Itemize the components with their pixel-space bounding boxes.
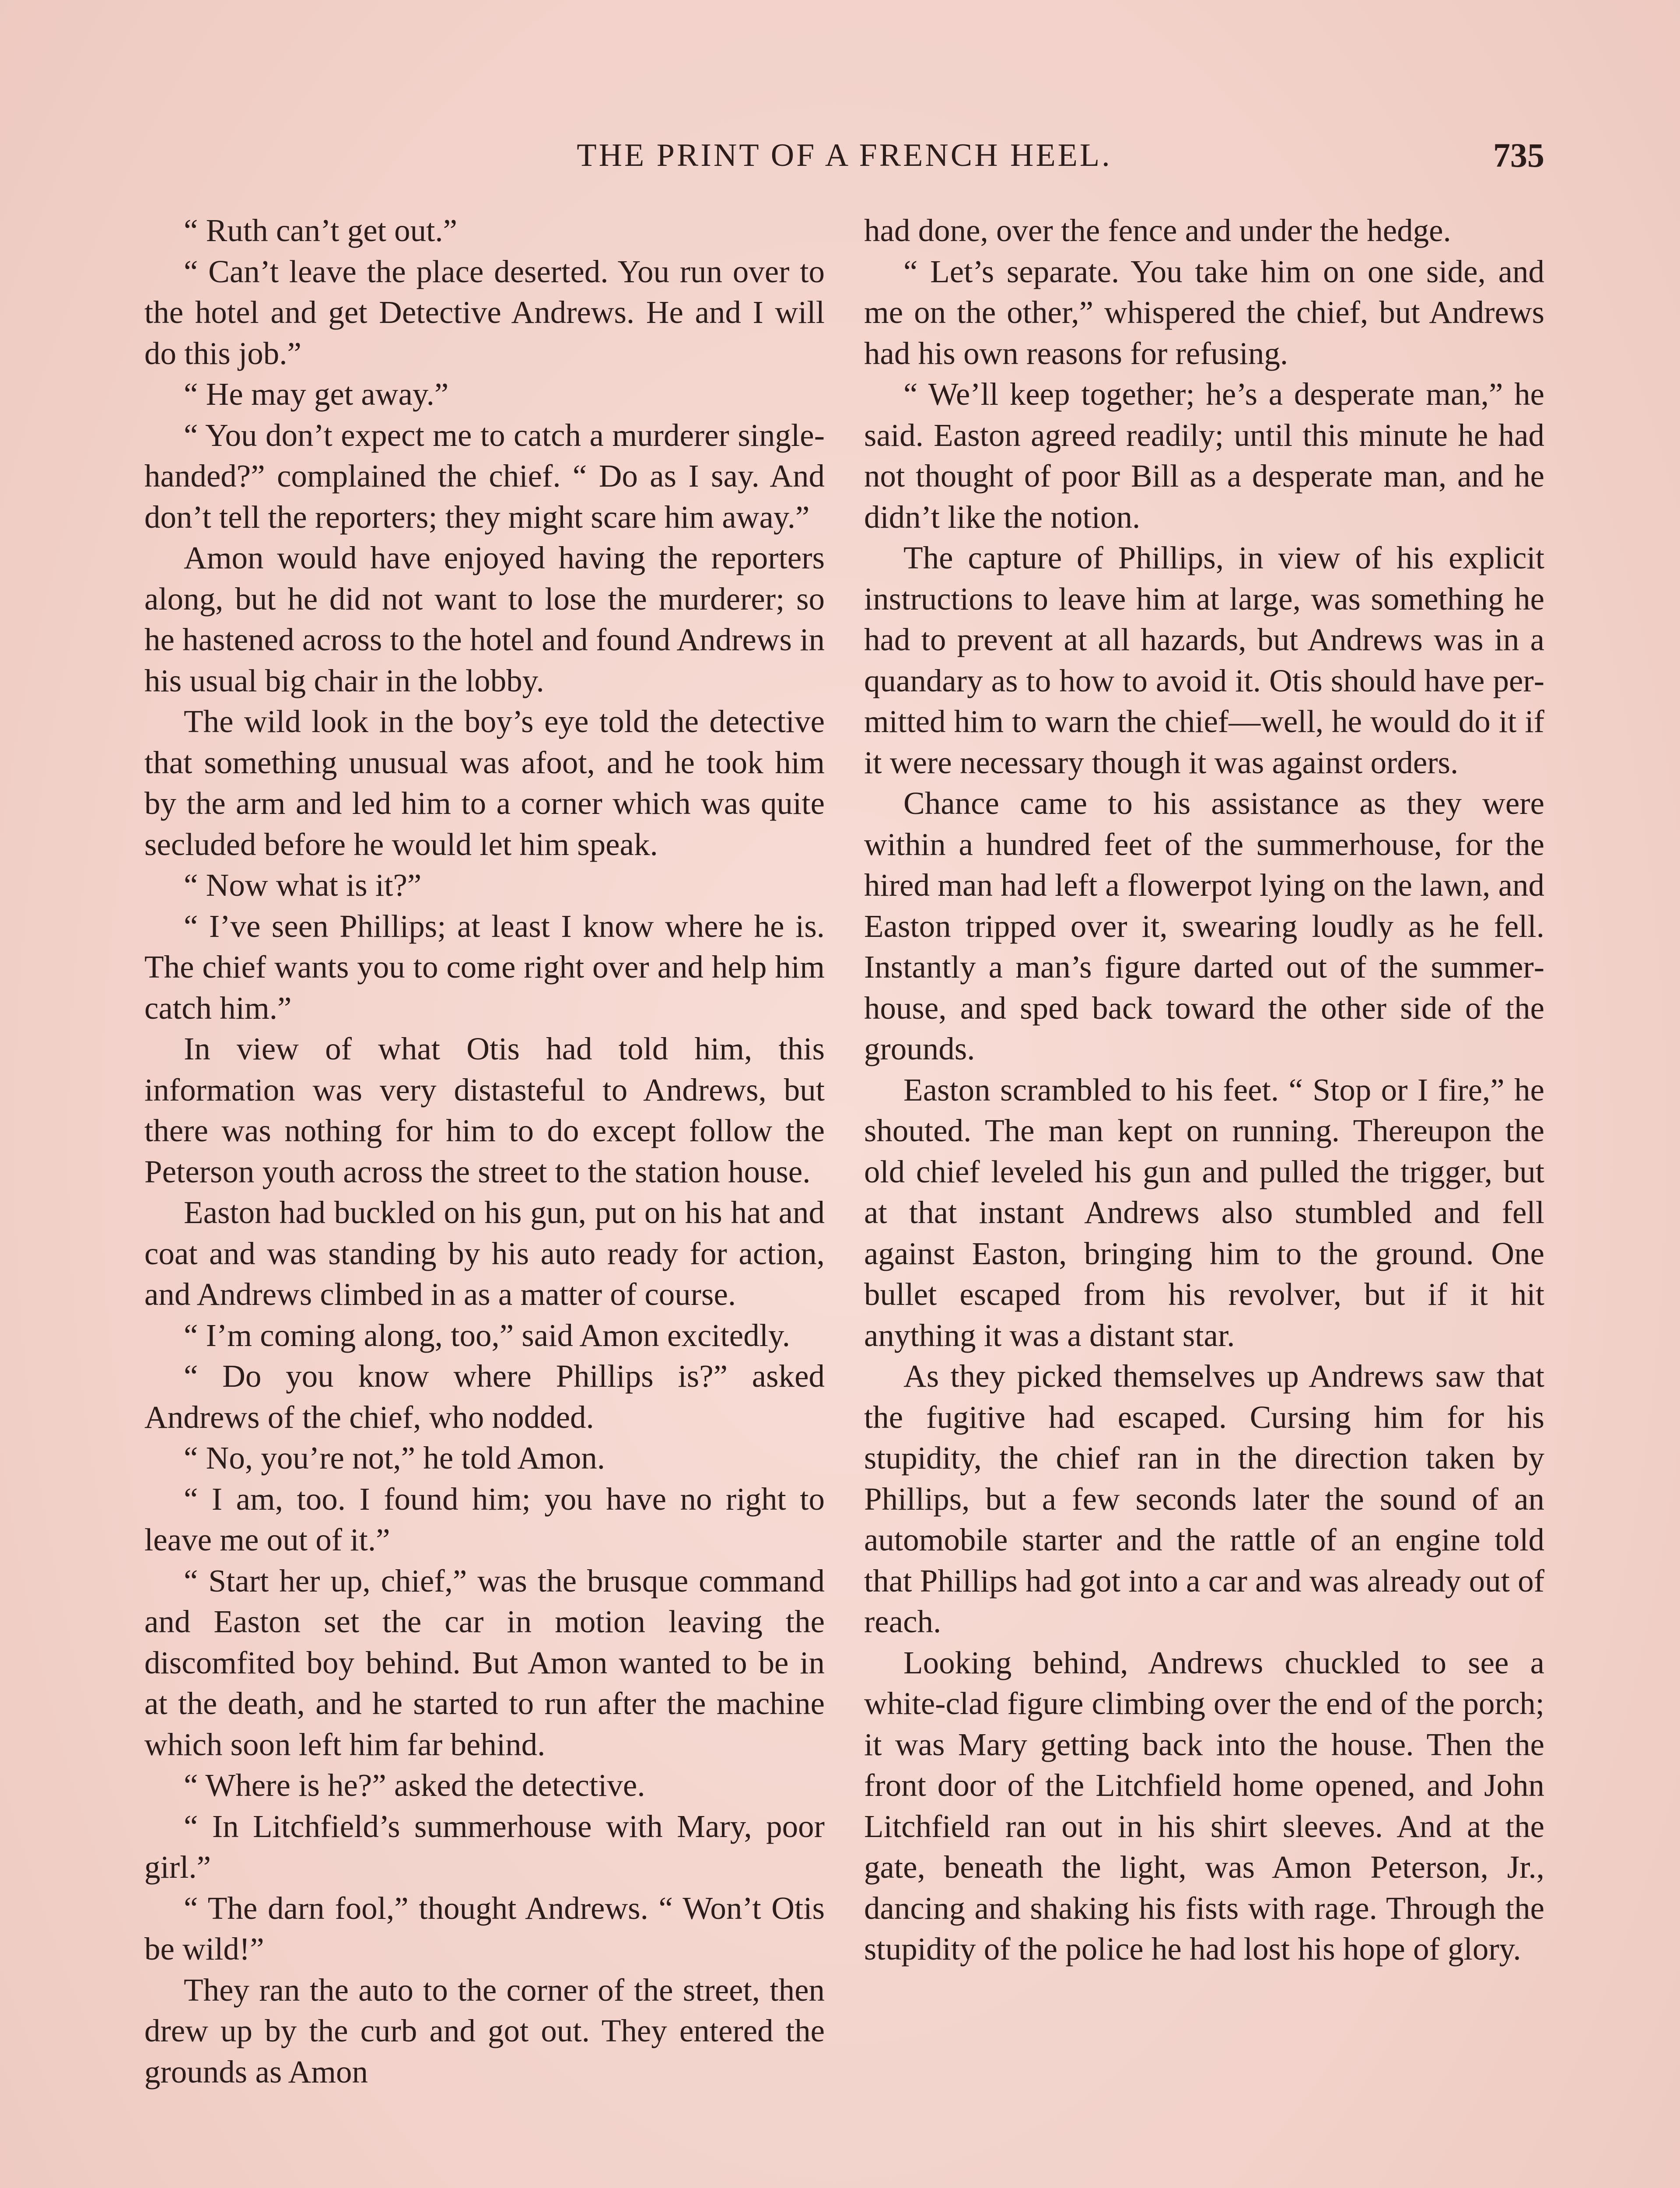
paragraph: Chance came to his assistance as they were within a hundred feet of the summerhouse, for the hired man had left a flowerpot lying on the lawn, and Easton tripped over it, swearing loudly as he fell. Instantly a man’s figure darted out of the summerhouse, and sped back toward the other side of the grounds. — [864, 785, 1544, 1066]
right-column — [864, 210, 1544, 2092]
paragraph: In view of what Otis had told him, this information was very distasteful to Andrews, but there was nothing for him to do except follow the Peterson youth across the street to the station house. — [144, 1031, 825, 1189]
paragraph: Looking behind, Andrews chuckled to see a white-clad figure climbing over the end of the porch; it was Mary getting back into the house. Then the front door of the Litchfield home opened, and John Litchfield ran out in his shirt sleeves. And at the gate, beneath the light, was Amon Peterson, Jr., dancing and shaking his fists with rage. Through the stupidity of the police he had lost his hope of glory. — [864, 1645, 1544, 1967]
page-header — [144, 131, 1544, 179]
page-number: 735 — [1493, 136, 1544, 174]
paragraph: “ Can’t leave the place deserted. You run over to the hotel and get Detective Andrews. He and I will do this job.” — [144, 253, 825, 371]
paragraph: “ Ruth can’t get out.” — [184, 213, 458, 248]
text-columns — [144, 210, 1544, 2092]
paragraph: “ I am, too. I found him; you have no right to leave me out of it.” — [144, 1481, 825, 1557]
paragraph: Easton scrambled to his feet. “ Stop or I fire,” he shouted. The man kept on running. Thereupon the old chief leveled his gun and pulled the trigger, but at that instant Andrews also stumbled and fell against Easton, bringing him to the ground. One bullet escaped from his revolver, but if it hit anything it was a distant star. — [864, 1072, 1544, 1353]
paragraph: Amon would have enjoyed having the reporters along, but he did not want to lose the murderer; so he hastened across to the hotel and found Andrews in his usual big chair in the lobby. — [144, 540, 825, 698]
paragraph-continued: had done, over the fence and under the hedge. — [864, 213, 1451, 248]
paragraph: Easton had buckled on his gun, put on his hat and coat and was standing by his auto ready for action, and Andrews climbed in as a matter of course. — [144, 1195, 825, 1312]
paragraph: The capture of Phillips, in view of his explicit instructions to leave him at large, was something he had to prevent at all hazards, but Andrews was in a quandary as to how to avoid it. Otis should have permitted him to warn the chief—well, he would do it if it were necessary though it was against orders. — [864, 540, 1544, 780]
paragraph: The wild look in the boy’s eye told the detective that something unusual was afoot, and he took him by the arm and led him to a corner which was quite secluded before he would let him speak. — [144, 704, 825, 862]
paragraph: “ We’ll keep together; he’s a desperate man,” he said. Easton agreed readily; until this minute he had not thought of poor Bill as a desperate man, and he didn’t like the notion. — [864, 376, 1544, 535]
paragraph: “ You don’t expect me to catch a murderer single-handed?” complained the chief. “ Do as I say. And don’t tell the reporters; they might scare him away.” — [144, 417, 825, 535]
paragraph: “ I’ve seen Phillips; at least I know where he is. The chief wants you to come right over and help him catch him.” — [144, 908, 825, 1026]
paragraph: “ I’m coming along, too,” said Amon excitedly. — [184, 1317, 791, 1353]
running-title: THE PRINT OF A FRENCH HEEL. — [577, 137, 1112, 173]
paragraph: “ He may get away.” — [184, 376, 449, 412]
paragraph: “ Now what is it?” — [184, 867, 422, 903]
paragraph: “ The darn fool,” thought Andrews. “ Won’t Otis be wild!” — [144, 1890, 825, 1967]
paragraph: As they picked themselves up Andrews saw that the fugitive had escaped. Cursing him for his stupidity, the chief ran in the direction taken by Phillips, but a few seconds later the sound of an automobile starter and the rattle of an engine told that Phillips had got into a car and was already out of reach. — [864, 1358, 1544, 1639]
paragraph: They ran the auto to the corner of the street, then drew up by the curb and got out. They entered the grounds as Amon — [144, 1972, 825, 2090]
paragraph: “ In Litchfield’s summerhouse with Mary, poor girl.” — [144, 1808, 825, 1885]
paragraph: “ Where is he?” asked the detective. — [184, 1767, 645, 1803]
left-column — [144, 210, 825, 2092]
paragraph: “ Start her up, chief,” was the brusque command and Easton set the car in motion leaving the discomfited boy behind. But Amon wanted to be in at the death, and he started to run after the machine which soon left him far behind. — [144, 1563, 825, 1762]
paragraph: “ Do you know where Phillips is?” asked Andrews of the chief, who nodded. — [144, 1358, 825, 1435]
paragraph: “ Let’s separate. You take him on one side, and me on the other,” whispered the chief, but Andrews had his own reasons for refusing. — [864, 253, 1544, 371]
paragraph: “ No, you’re not,” he told Amon. — [184, 1440, 606, 1476]
